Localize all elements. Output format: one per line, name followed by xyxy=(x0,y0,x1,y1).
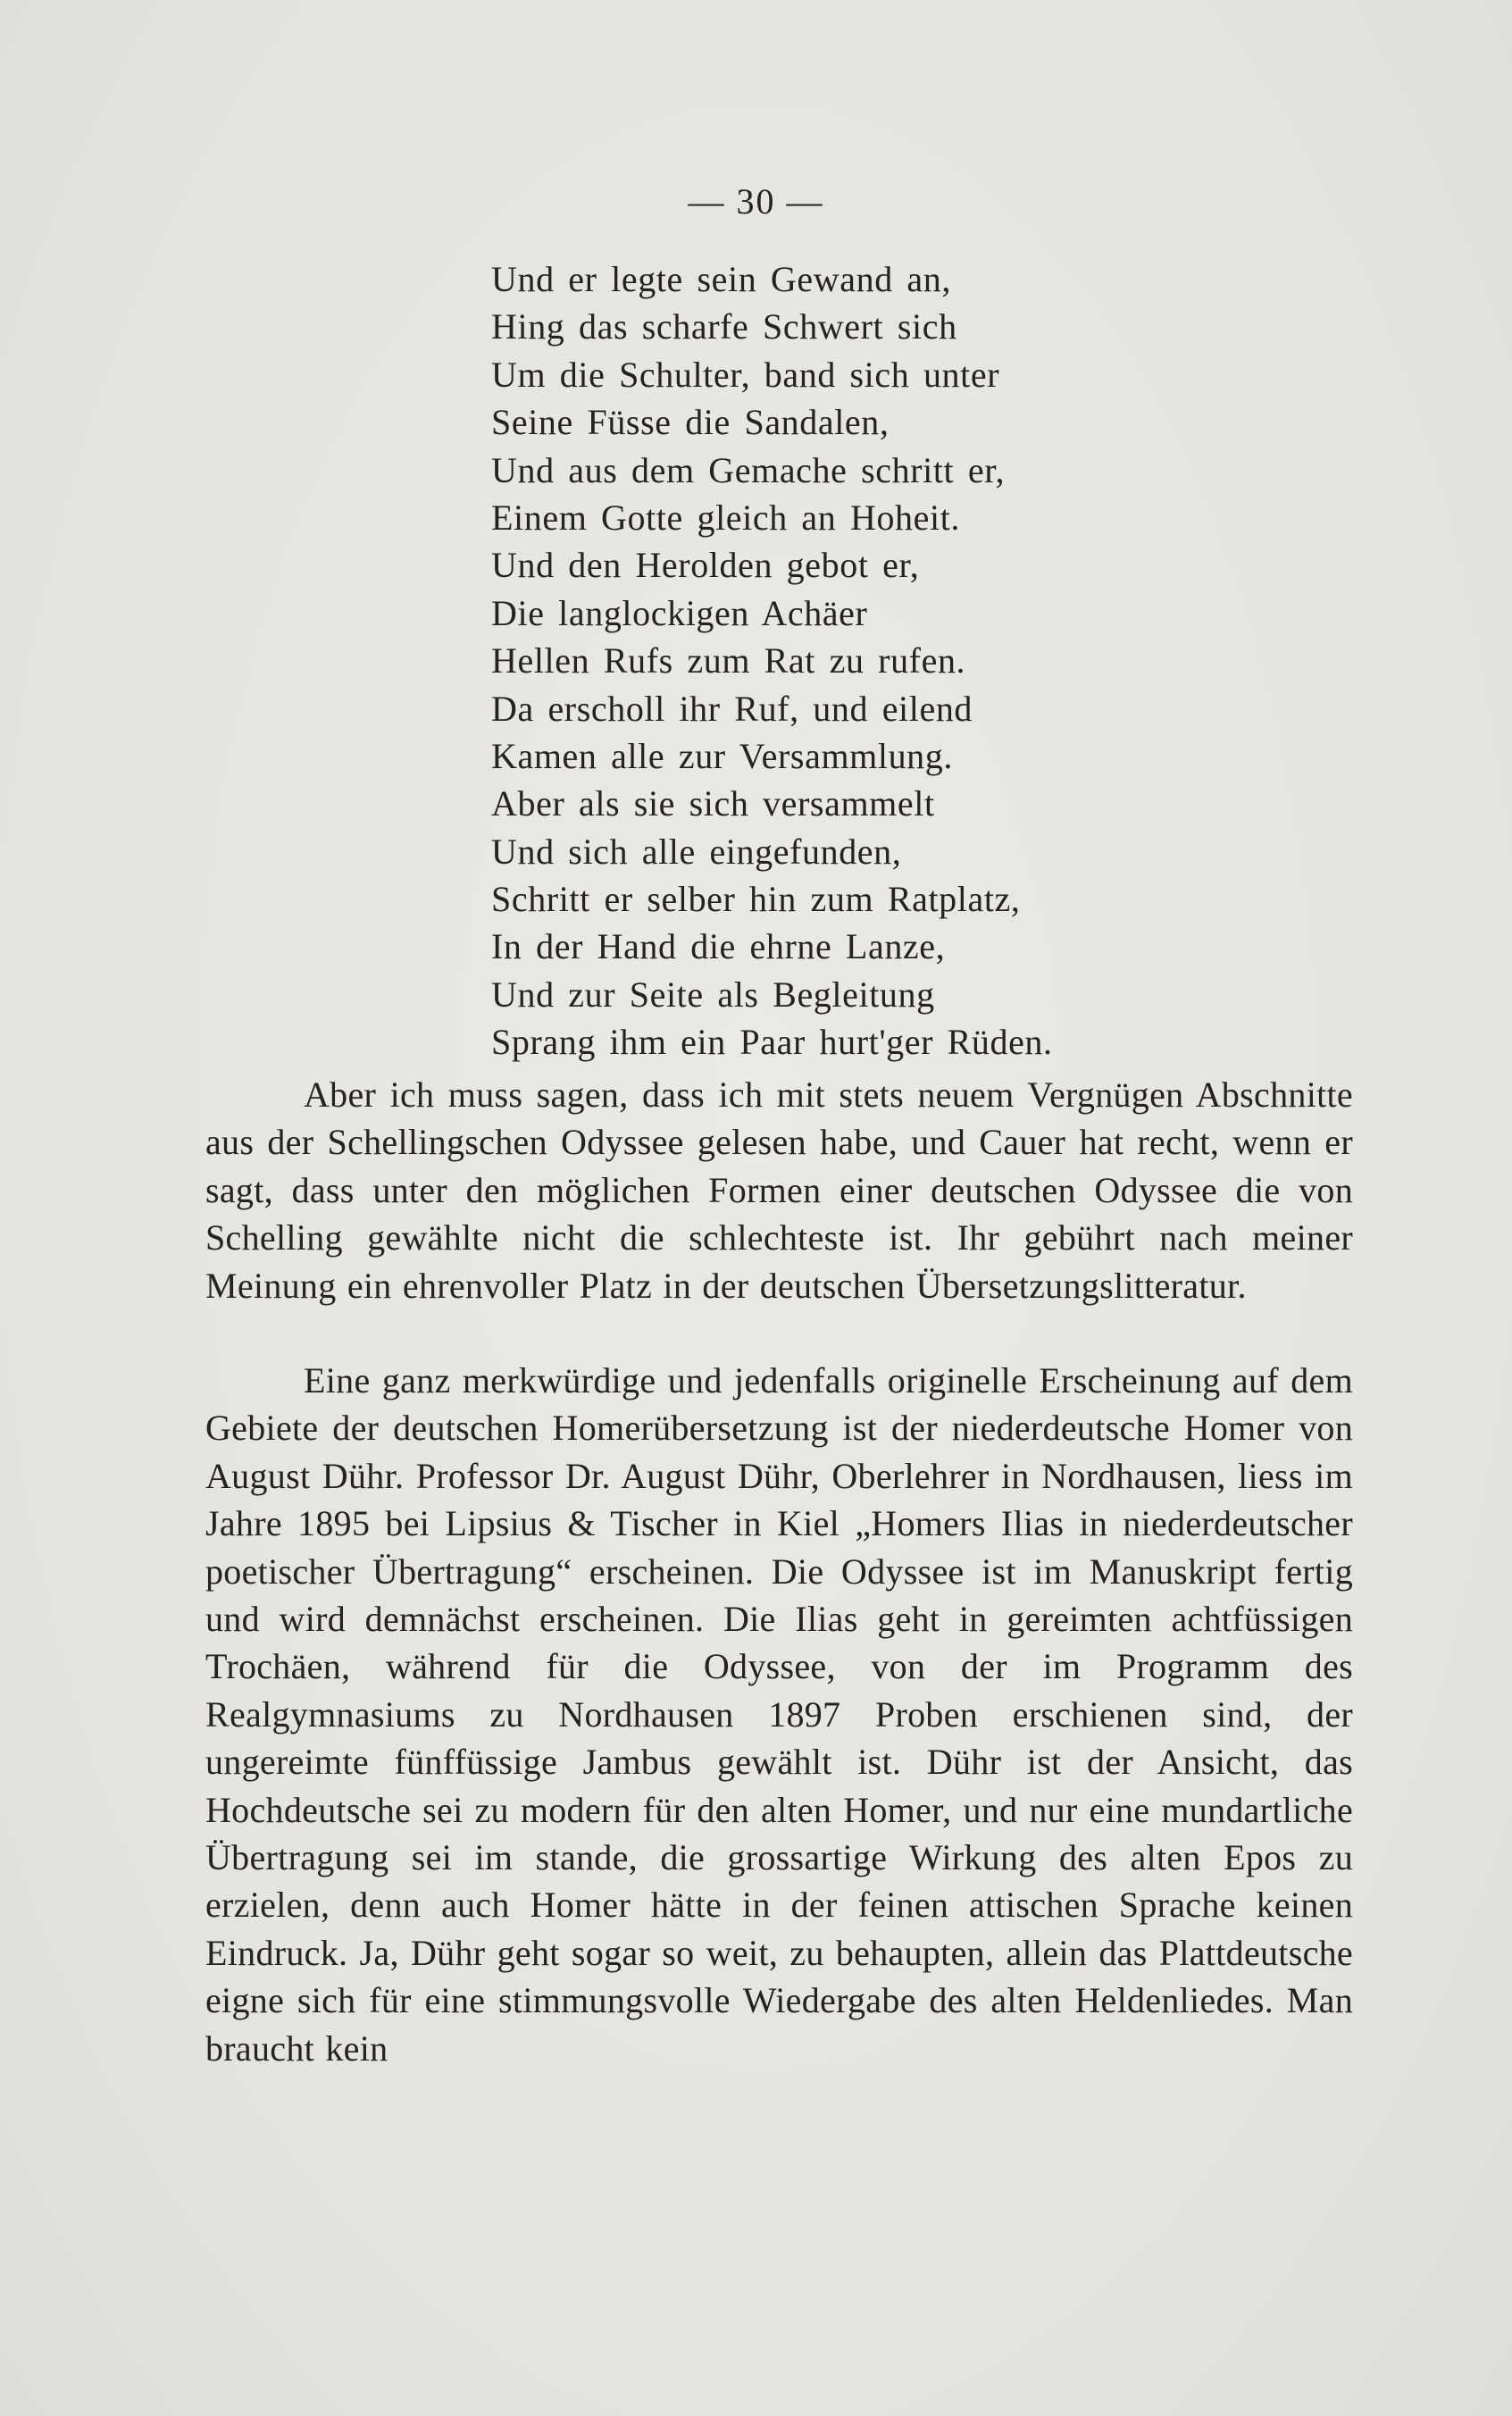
paragraph-text: Eine ganz merkwürdige und jedenfalls originelle Erscheinung auf dem Gebiete der deutschen Homerübersetzung ist der niederdeutsche Homer von August Dühr. Professor Dr. August Dühr, Oberlehrer in Nordhausen, liess im Jahre 1895 bei Lipsius & Tischer in Kiel „Homers Ilias in niederdeutscher poetischer Übertragung“ erscheinen. Die Odyssee ist im Manuskript fertig und wird demnächst erscheinen. Die Ilias geht in gereimten achtfüssigen Trochäen, während für die Odyssee, von der im Programm des Realgymnasiums zu Nordhausen 1897 Proben erschienen sind, der ungereimte fünffüssige Jambus gewählt ist. Dühr ist der Ansicht, das Hochdeutsche sei zu modern für den alten Homer, und nur eine mundartliche Übertragung sei im stande, die grossartige Wirkung des alten Epos zu erzielen, denn auch Homer hätte in der feinen attischen Sprache keinen Eindruck. Ja, Dühr geht sogar so weit, zu behaupten, allein das Plattdeutsche eigne sich für eine stimmungsvolle Wiedergabe des alten Heldenliedes. Man braucht kein xyxy=(205,1360,1353,2069)
poem-line: Und den Herolden gebot er, xyxy=(491,545,920,586)
poem-line: In der Hand die ehrne Lanze, xyxy=(491,926,946,967)
poem-line: Einem Gotte gleich an Hoheit. xyxy=(491,497,961,538)
poem-line: Schritt er selber hin zum Ratplatz, xyxy=(491,879,1021,920)
paragraph-duehr-homer xyxy=(205,1357,1353,2072)
paragraph-schelling-verdict xyxy=(205,1071,1353,1309)
poem-line: Um die Schulter, band sich unter xyxy=(491,354,1000,395)
poem-line: Hing das scharfe Schwert sich xyxy=(491,306,957,347)
poem-line: Die langlockigen Achäer xyxy=(491,592,868,633)
poem-excerpt xyxy=(491,255,1295,1066)
poem-line: Und sich alle eingefunden, xyxy=(491,831,902,872)
poem-line: Kamen alle zur Versammlung. xyxy=(491,735,953,776)
paragraph-text: Aber ich muss sagen, dass ich mit stets neuem Vergnügen Abschnitte aus der Schellingschen Odyssee gelesen habe, und Cauer hat recht, wenn er sagt, dass unter den möglichen Formen einer deutschen Odyssee die von Schelling gewählte nicht die schlechteste ist. Ihr gebührt nach meiner Meinung ein ehrenvoller Platz in der deutschen Übersetzungslitteratur. xyxy=(205,1074,1353,1306)
page-number: — 30 — xyxy=(688,181,824,222)
poem-line: Sprang ihm ein Paar hurt'ger Rüden. xyxy=(491,1022,1053,1063)
poem-line: Und aus dem Gemache schritt er, xyxy=(491,449,1006,490)
poem-line: Seine Füsse die Sandalen, xyxy=(491,402,890,443)
poem-line: Hellen Rufs zum Rat zu rufen. xyxy=(491,640,966,681)
poem-line: Und er legte sein Gewand an, xyxy=(491,259,951,299)
poem-line: Da erscholl ihr Ruf, und eilend xyxy=(491,688,973,729)
poem-line: Aber als sie sich versammelt xyxy=(491,783,935,824)
poem-line: Und zur Seite als Begleitung xyxy=(491,974,935,1015)
